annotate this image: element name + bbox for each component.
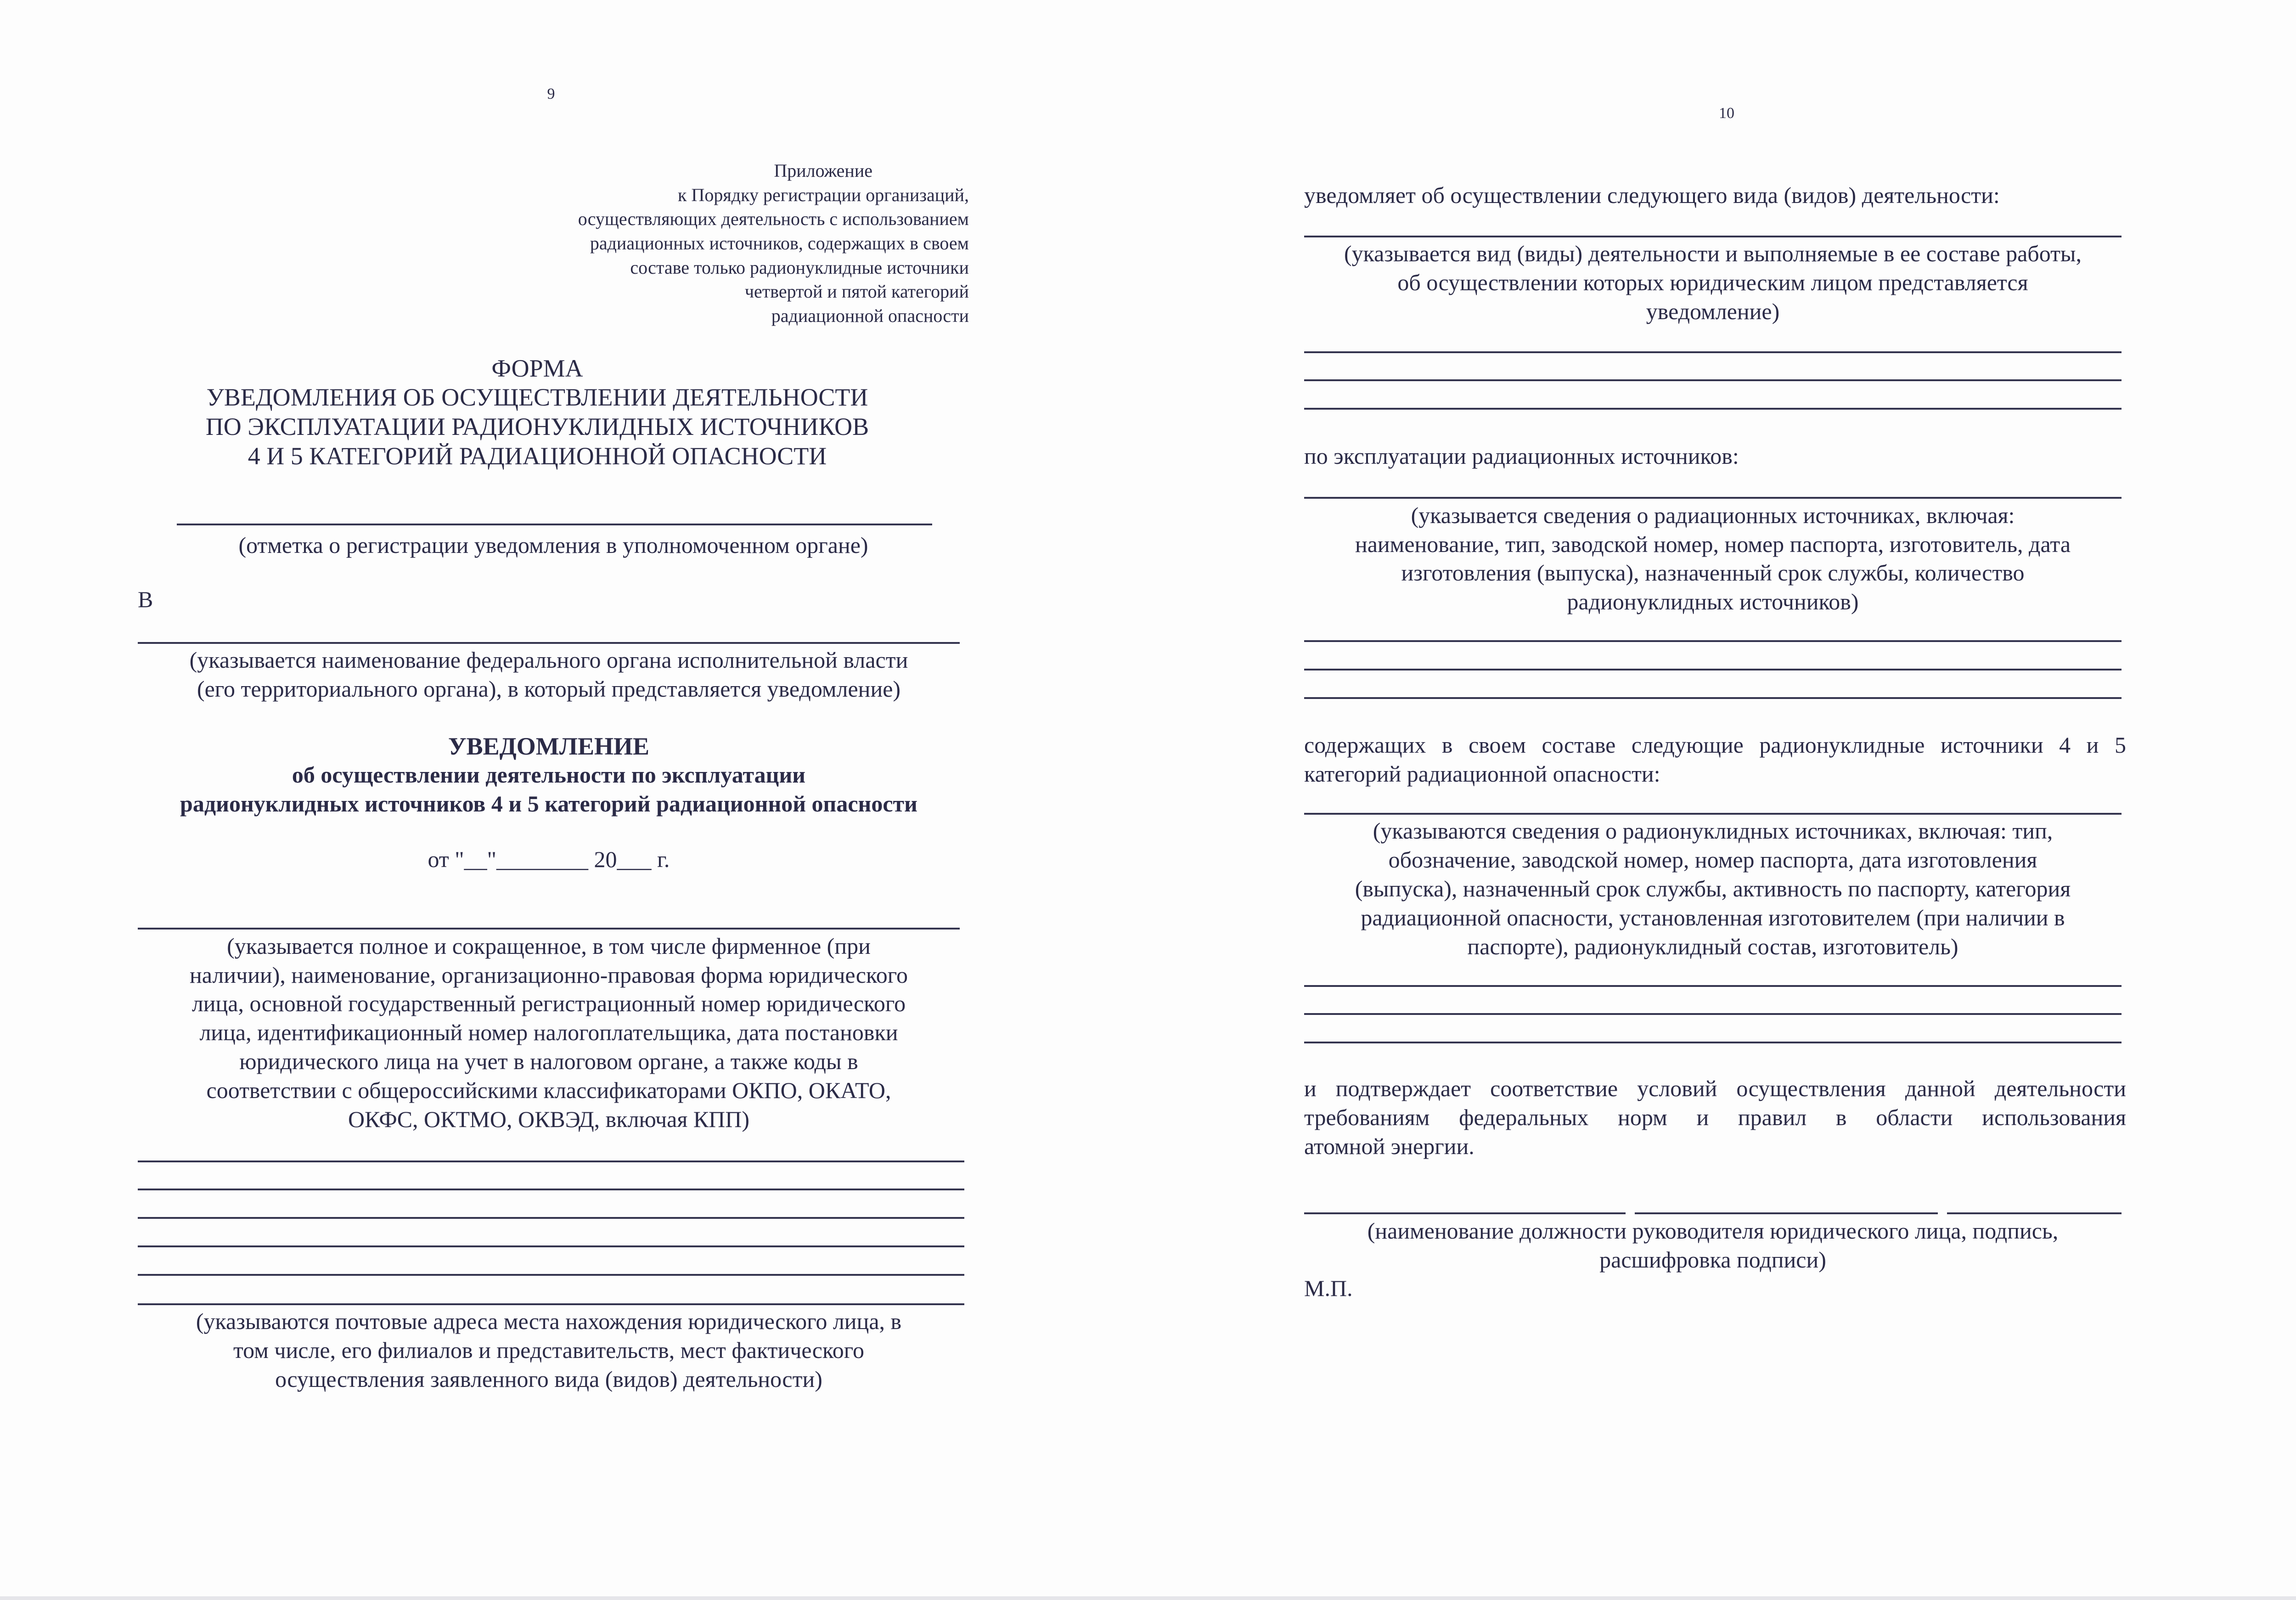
blank-line[interactable] [138, 1189, 964, 1190]
activity-caption-line: уведомление) [1646, 299, 1780, 324]
legal-entity-caption-line: лица, основной государственный регистрационный номер юридического [191, 991, 906, 1016]
address-caption-line: (указываются почтовые адреса места нахождения юридического лица, в [196, 1308, 902, 1334]
nuclide-intro-line: категорий радиационной опасности: [1304, 761, 1660, 787]
scan-bottom-edge [0, 1596, 2296, 1600]
authority-line[interactable] [138, 642, 960, 644]
nuclide-caption-line: обозначение, заводской номер, номер паспорта, дата изготовления [1388, 847, 2037, 873]
stamp-label: М.П. [1304, 1275, 1353, 1301]
blank-line[interactable] [1304, 985, 2122, 987]
left-page [0, 0, 1134, 1600]
nuclide-caption-line: радиационной опасности, установленная изготовителем (при наличии в [1361, 905, 2065, 930]
confirmation-line: атомной энергии. [1304, 1133, 1474, 1159]
activity-line[interactable] [1304, 236, 2122, 237]
right-page [1134, 0, 2296, 1600]
legal-entity-caption-line: юридического лица на учет в налоговом органе, а также коды в [239, 1048, 858, 1074]
notice-date[interactable]: от "__"________ 20___ г. [428, 846, 670, 872]
to-label: В [138, 586, 153, 612]
address-caption-line: том числе, его филиалов и представительств, мест фактического [233, 1337, 865, 1363]
activity-intro: уведомляет об осуществлении следующего вида (видов) деятельности: [1304, 182, 2000, 208]
blank-line[interactable] [138, 1274, 964, 1276]
annex-line: радиационных источников, содержащих в своем [590, 233, 969, 254]
form-title-line: ПО ЭКСПЛУАТАЦИИ РАДИОНУКЛИДНЫХ ИСТОЧНИКОВ [205, 413, 869, 440]
signature-field-line[interactable] [1635, 1212, 1938, 1214]
confirmation-line: требованиям федеральных норм и правил в области использования [1304, 1104, 2126, 1130]
blank-line[interactable] [138, 1245, 964, 1247]
blank-line[interactable] [1304, 1013, 2122, 1015]
address-caption-line: осуществления заявленного вида (видов) деятельности) [275, 1366, 822, 1392]
annex-line: Приложение [774, 160, 872, 181]
annex-line: к Порядку регистрации организаций, [678, 185, 969, 205]
confirmation-line: и подтверждает соответствие условий осуществления данной деятельности [1304, 1076, 2126, 1101]
notice-subheading-line: радионуклидных источников 4 и 5 категорий радиационной опасности [180, 791, 917, 817]
signature-decoding-line[interactable] [1947, 1212, 2122, 1214]
activity-caption-line: об осуществлении которых юридическим лицом представляется [1397, 270, 2028, 295]
blank-line[interactable] [138, 1161, 964, 1162]
page-number: 10 [1719, 105, 1734, 122]
form-title-line: УВЕДОМЛЕНИЯ ОБ ОСУЩЕСТВЛЕНИИ ДЕЯТЕЛЬНОСТИ [206, 383, 868, 411]
annex-line: составе только радионуклидные источники [630, 257, 969, 278]
registration-mark-line[interactable] [177, 524, 932, 525]
legal-entity-caption-line: (указывается полное и сокращенное, в том числе фирменное (при [227, 933, 871, 959]
signature-caption-line: (наименование должности руководителя юридического лица, подпись, [1367, 1218, 2059, 1244]
form-title-line: ФОРМА [491, 355, 583, 382]
sources-caption-line: (указывается сведения о радиационных источниках, включая: [1411, 502, 2015, 528]
notice-heading: УВЕДОМЛЕНИЕ [448, 732, 650, 760]
legal-entity-caption-line: лица, идентификационный номер налогоплательщика, дата постановки [199, 1020, 898, 1045]
notice-subheading-line: об осуществлении деятельности по эксплуатации [292, 762, 806, 788]
sources-line[interactable] [1304, 497, 2122, 499]
sources-intro: по эксплуатации радиационных источников: [1304, 443, 1739, 469]
blank-line[interactable] [138, 1217, 964, 1219]
sources-caption-line: радионуклидных источников) [1567, 589, 1859, 614]
sources-caption-line: изготовления (выпуска), назначенный срок службы, количество [1401, 560, 2025, 586]
legal-entity-caption-line: наличии), наименование, организационно-правовая форма юридического [190, 962, 908, 988]
legal-entity-line[interactable] [138, 928, 960, 930]
legal-entity-caption-line: соответствии с общероссийскими классификаторами ОКПО, ОКАТО, [206, 1077, 891, 1103]
registration-caption: (отметка о регистрации уведомления в уполномоченном органе) [238, 532, 868, 558]
nuclide-intro-line: содержащих в своем составе следующие радионуклидные источники 4 и 5 [1304, 732, 2126, 758]
blank-line[interactable] [1304, 1042, 2122, 1043]
form-title-line: 4 И 5 КАТЕГОРИЙ РАДИАЦИОННОЙ ОПАСНОСТИ [248, 442, 827, 470]
blank-line[interactable] [1304, 408, 2122, 410]
annex-line: осуществляющих деятельность с использованием [578, 208, 969, 229]
activity-caption-line: (указывается вид (виды) деятельности и выполняемые в ее составе работы, [1344, 241, 2082, 266]
authority-caption-line: (его территориального органа), в который представляется уведомление) [197, 676, 901, 702]
blank-line[interactable] [1304, 379, 2122, 381]
sources-caption-line: наименование, тип, заводской номер, номер паспорта, изготовитель, дата [1355, 531, 2071, 557]
nuclide-caption-line: (выпуска), назначенный срок службы, активность по паспорту, категория [1355, 876, 2071, 901]
nuclide-caption-line: паспорте), радионуклидный состав, изготовитель) [1467, 934, 1958, 959]
blank-line[interactable] [1304, 669, 2122, 670]
page-number: 9 [547, 85, 555, 102]
nuclide-line[interactable] [1304, 813, 2122, 815]
annex-line: радиационной опасности [771, 305, 969, 326]
address-line[interactable] [138, 1303, 964, 1305]
blank-line[interactable] [1304, 351, 2122, 353]
blank-line[interactable] [1304, 640, 2122, 642]
nuclide-caption-line: (указываются сведения о радионуклидных источниках, включая: тип, [1373, 818, 2053, 844]
legal-entity-caption-line: ОКФС, ОКТМО, ОКВЭД, включая КПП) [348, 1106, 750, 1132]
annex-line: четвертой и пятой категорий [744, 281, 969, 302]
blank-line[interactable] [1304, 697, 2122, 699]
authority-caption-line: (указывается наименование федерального органа исполнительной власти [189, 647, 908, 673]
signature-caption-line: расшифровка подписи) [1599, 1247, 1826, 1273]
position-field-line[interactable] [1304, 1212, 1626, 1214]
